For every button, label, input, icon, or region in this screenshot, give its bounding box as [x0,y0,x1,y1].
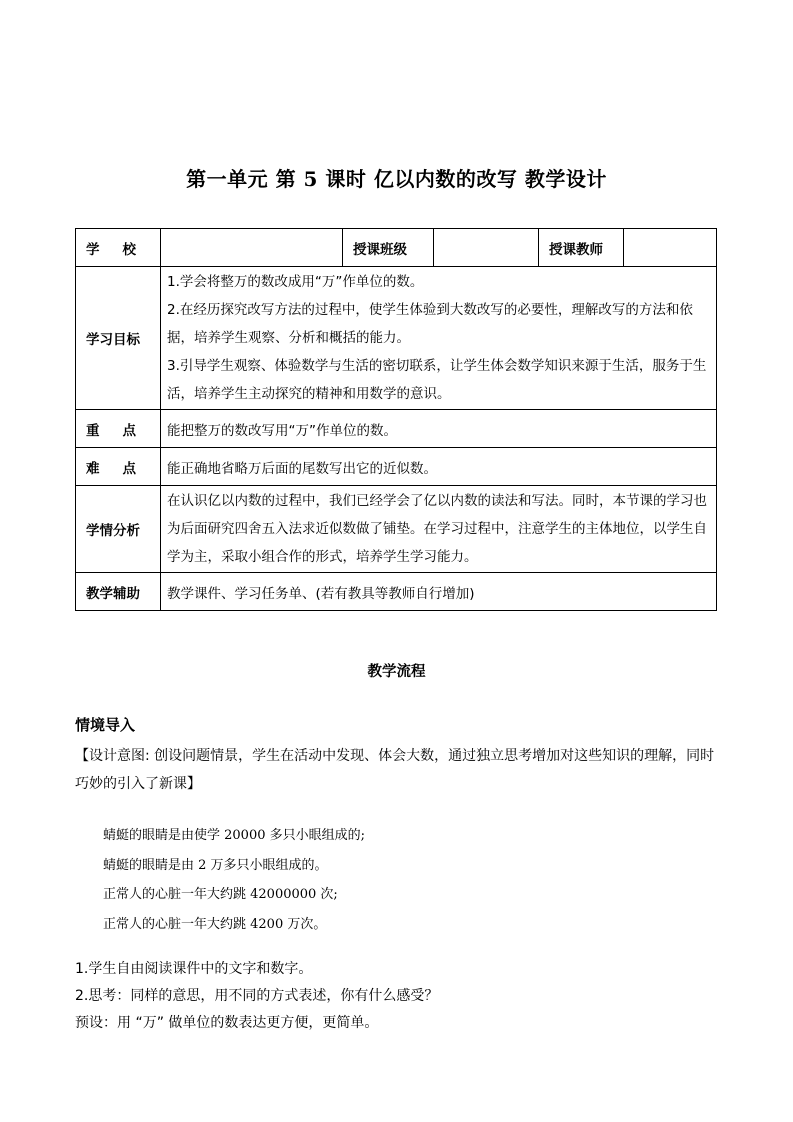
lesson-info-table [75,228,717,611]
section-heading: 情境导入 [75,716,136,734]
step-line: 1.学生自由阅读课件中的文字和数字。 [75,961,313,977]
step-line: 预设：用 “万” 做单位的数表达更方便，更简单。 [75,1015,379,1031]
teacher-value [624,229,717,267]
analysis-value: 在认识亿以内数的过程中，我们已经学会了亿以内数的读法和写法。同时，本节课的学习也为后面研究四舍五入法求近似数做了铺垫。在学习过程中，注意学生的主体地位，以学生自学为主，采取小组合作的形式，培养学生学习能力。 [161,486,717,573]
flow-title: 教学流程 [367,664,426,680]
difficult-point-value: 能正确地省略万后面的尾数写出它的近似数。 [161,448,717,486]
goal-item: 2.在经历探究改写方法的过程中，使学生体验到大数改写的必要性，理解改写的方法和依据，培养学生观察、分析和概括的能力。 [167,302,693,346]
goals-label: 学习目标 [76,267,161,410]
table-row [76,229,717,267]
aids-label: 教学辅助 [76,573,161,611]
class-value [434,229,539,267]
example-quotes [103,821,365,939]
analysis-label: 学情分析 [76,486,161,573]
key-point-label: 重 点 [76,410,161,448]
table-row [76,448,717,486]
activity-steps [75,956,438,1037]
design-intent: 【设计意图: 创设问题情景，学生在活动中发现、体会大数，通过独立思考增加对这些知识的理解，同时巧妙的引入了新课】 [75,748,715,792]
class-label: 授课班级 [343,229,434,267]
quote-line: 正常人的心脏一年大约跳 4200 万次。 [103,916,327,932]
goal-item: 3.引导学生观察、体验数学与生活的密切联系，让学生体会数学知识来源于生活，服务于生活，培养学生主动探究的精神和用数学的意识。 [167,358,707,402]
teacher-label: 授课教师 [539,229,624,267]
quote-line: 蜻蜓的眼睛是由 2 万多只小眼组成的。 [103,857,328,873]
table-row [76,267,717,410]
quote-line: 蜻蜓的眼睛是由使学 20000 多只小眼组成的; [103,828,365,843]
table-row [76,486,717,573]
step-line: 2.思考：同样的意思，用不同的方式表述，你有什么感受？ [75,988,439,1004]
table-row [76,573,717,611]
table-row [76,410,717,448]
goals-cell [161,267,717,410]
document-title: 第一单元 第 5 课时 亿以内数的改写 教学设计 [186,167,607,191]
difficult-point-label: 难 点 [76,448,161,486]
quote-line: 正常人的心脏一年大约跳 42000000 次; [103,887,338,902]
aids-value: 教学课件、学习任务单、(若有教具等教师自行增加) [161,573,717,611]
goal-item: 1.学会将整万的数改成用“万”作单位的数。 [167,274,424,290]
key-point-value: 能把整万的数改写用“万”作单位的数。 [161,410,717,448]
school-label: 学 校 [76,229,161,267]
school-value [161,229,343,267]
